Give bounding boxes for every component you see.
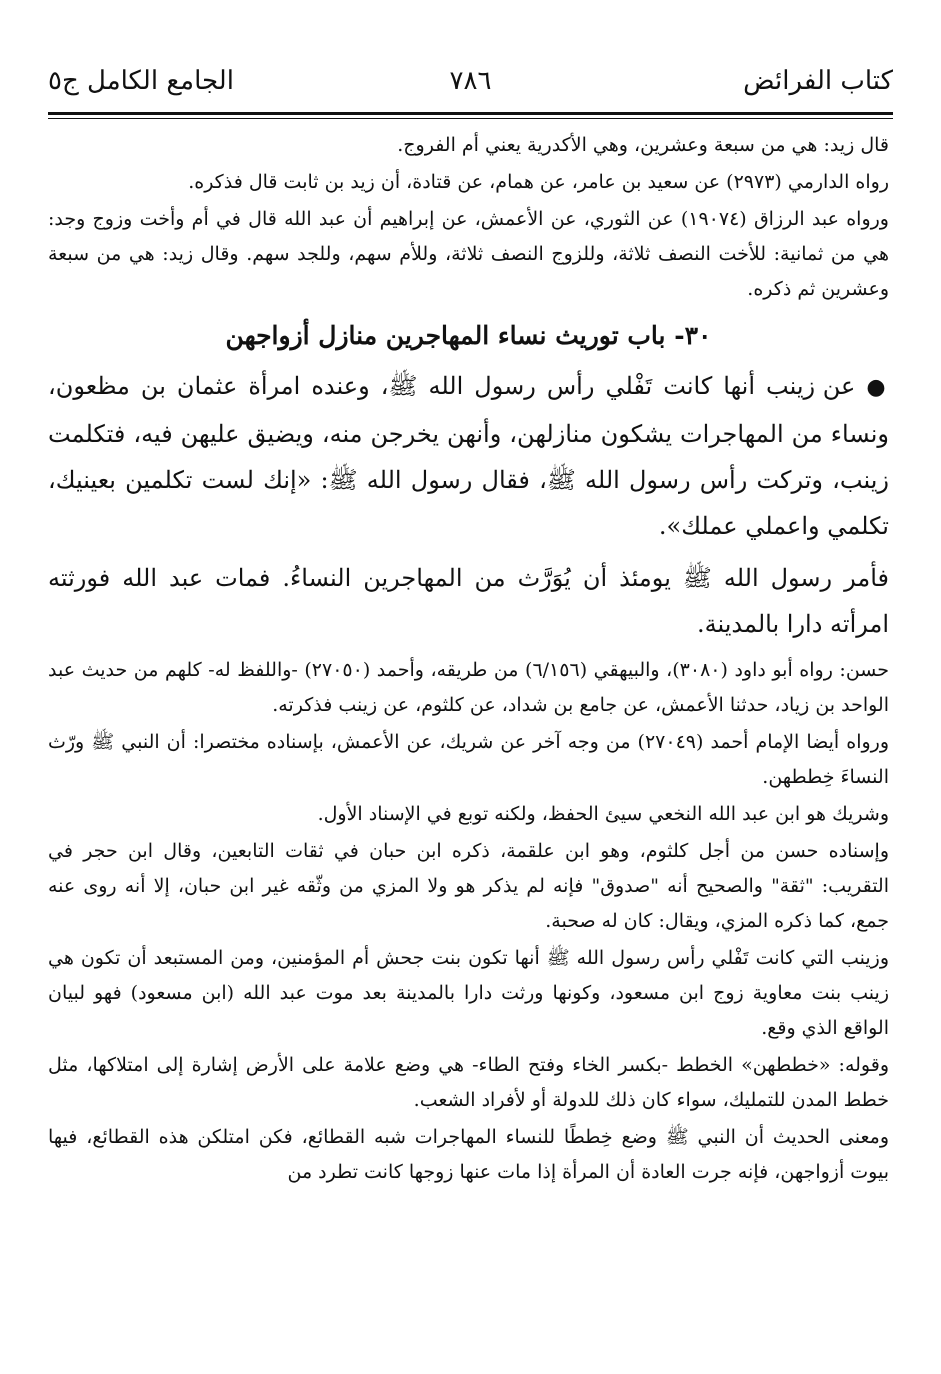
commentary-paragraph: وزينب التي كانت تَفْلي رأس رسول الله ﷺ أنها تكون بنت جحش أم المؤمنين، ومن المستبعد أن تكون هي زينب بنت معاوية زوج ابن مسعود، وكونها ورثت دارا بالمدينة بعد موت عبد الله (ابن مسعود) فهو لبيان الواقع الذي وقع. — [48, 947, 889, 1039]
commentary-paragraph: حسن: رواه أبو داود (٣٠٨٠)، والبيهقي (٦/١٥٦) من طريقه، وأحمد (٢٧٠٥٠) -واللفظ له- كلهم من حديث عبد الواحد بن زياد، حدثنا الأعمش، عن جامع بن شداد، عن كلثوم، عن زينب فذكرته. — [48, 659, 889, 716]
hadith-text — [48, 363, 889, 549]
commentary-paragraph: وإسناده حسن من أجل كلثوم، وهو ابن علقمة، ذكره ابن حبان في ثقات التابعين، وقال ابن حجر في التقريب: "ثقة" والصحيح أنه "صدوق" فإنه لم يذكر هو ولا المزي من وثّقه غير ابن حبان، إلا أنه روى عنه جمع، كما ذكره المزي، ويقال: كان له صحبة. — [48, 840, 889, 932]
paragraph: ورواه عبد الرزاق (١٩٠٧٤) عن الثوري، عن الأعمش، عن إبراهيم أن عبد الله قال في أم وأخت وزوج وجد: هي من ثمانية: للأخت النصف ثلاثة، وللزوج النصف ثلاثة، وللأم سهم، وللجد سهم. وقال زيد: هي من سبعة وعشرين ثم ذكره. — [48, 208, 889, 300]
commentary-paragraph: ورواه أيضا الإمام أحمد (٢٧٠٤٩) من وجه آخر عن شريك، عن الأعمش، بإسناده مختصرا: أن النبي ﷺ ورّث النساءَ خِططهن. — [48, 731, 889, 788]
bullet-icon: ● — [866, 375, 889, 400]
paragraph: رواه الدارمي (٢٩٧٣) عن سعيد بن عامر، عن همام، عن قتادة، أن زيد بن ثابت قال فذكره. — [188, 171, 889, 193]
chapter-title: ٣٠- باب توريث نساء المهاجرين منازل أزواجهن — [225, 321, 712, 350]
book-volume-title: الجامع الكامل ج٥ — [48, 66, 234, 96]
commentary-paragraph: وشريك هو ابن عبد الله النخعي سيئ الحفظ، ولكنه توبع في الإسناد الأول. — [317, 803, 889, 825]
paragraph: قال زيد: هي من سبعة وعشرين، وهي الأكدرية يعني أم الفروج. — [397, 134, 889, 156]
book-section-title: كتاب الفرائض — [743, 66, 893, 96]
hadith-text-body: عن زينب أنها كانت تَفْلي رأس رسول الله ﷺ، وعنده امرأة عثمان بن مظعون، ونساء من المهاجرات يشكون منازلهن، وأنهن يخرجن منه، ويضيق عليهن فيه، فتكلمت زينب، وتركت رأس رسول الله ﷺ، فقال رسول الله ﷺ: «إنك لست تكلمين بعينيك، تكلمي واعملي عملك». — [48, 372, 889, 540]
hadith-text: فأمر رسول الله ﷺ يومئذ أن يُوَرَّث من المهاجرين النساءُ. فمات عبد الله فورثته امرأته دارا بالمدينة. — [48, 564, 890, 638]
running-header — [48, 60, 893, 102]
commentary-paragraph: ومعنى الحديث أن النبي ﷺ وضع خِططًا للنساء المهاجرات شبه القطائع، فكن امتلكن هذه القطائع، فيها بيوت أزواجهن، فإنه جرت العادة أن المرأة إذا مات عنها زوجها كانت تطرد من — [48, 1126, 889, 1183]
page-number: ٧٨٦ — [449, 66, 492, 96]
header-rule-thin — [48, 118, 893, 119]
commentary-paragraph: وقوله: «خططهن» الخطط -بكسر الخاء وفتح الطاء- هي وضع علامة على الأرض إشارة إلى امتلاكها، مثل خطط المدن للتمليك، سواء كان ذلك للدولة أو لأفراد الشعب. — [48, 1054, 889, 1111]
page-content — [48, 128, 889, 1192]
header-rule-thick — [48, 112, 893, 115]
